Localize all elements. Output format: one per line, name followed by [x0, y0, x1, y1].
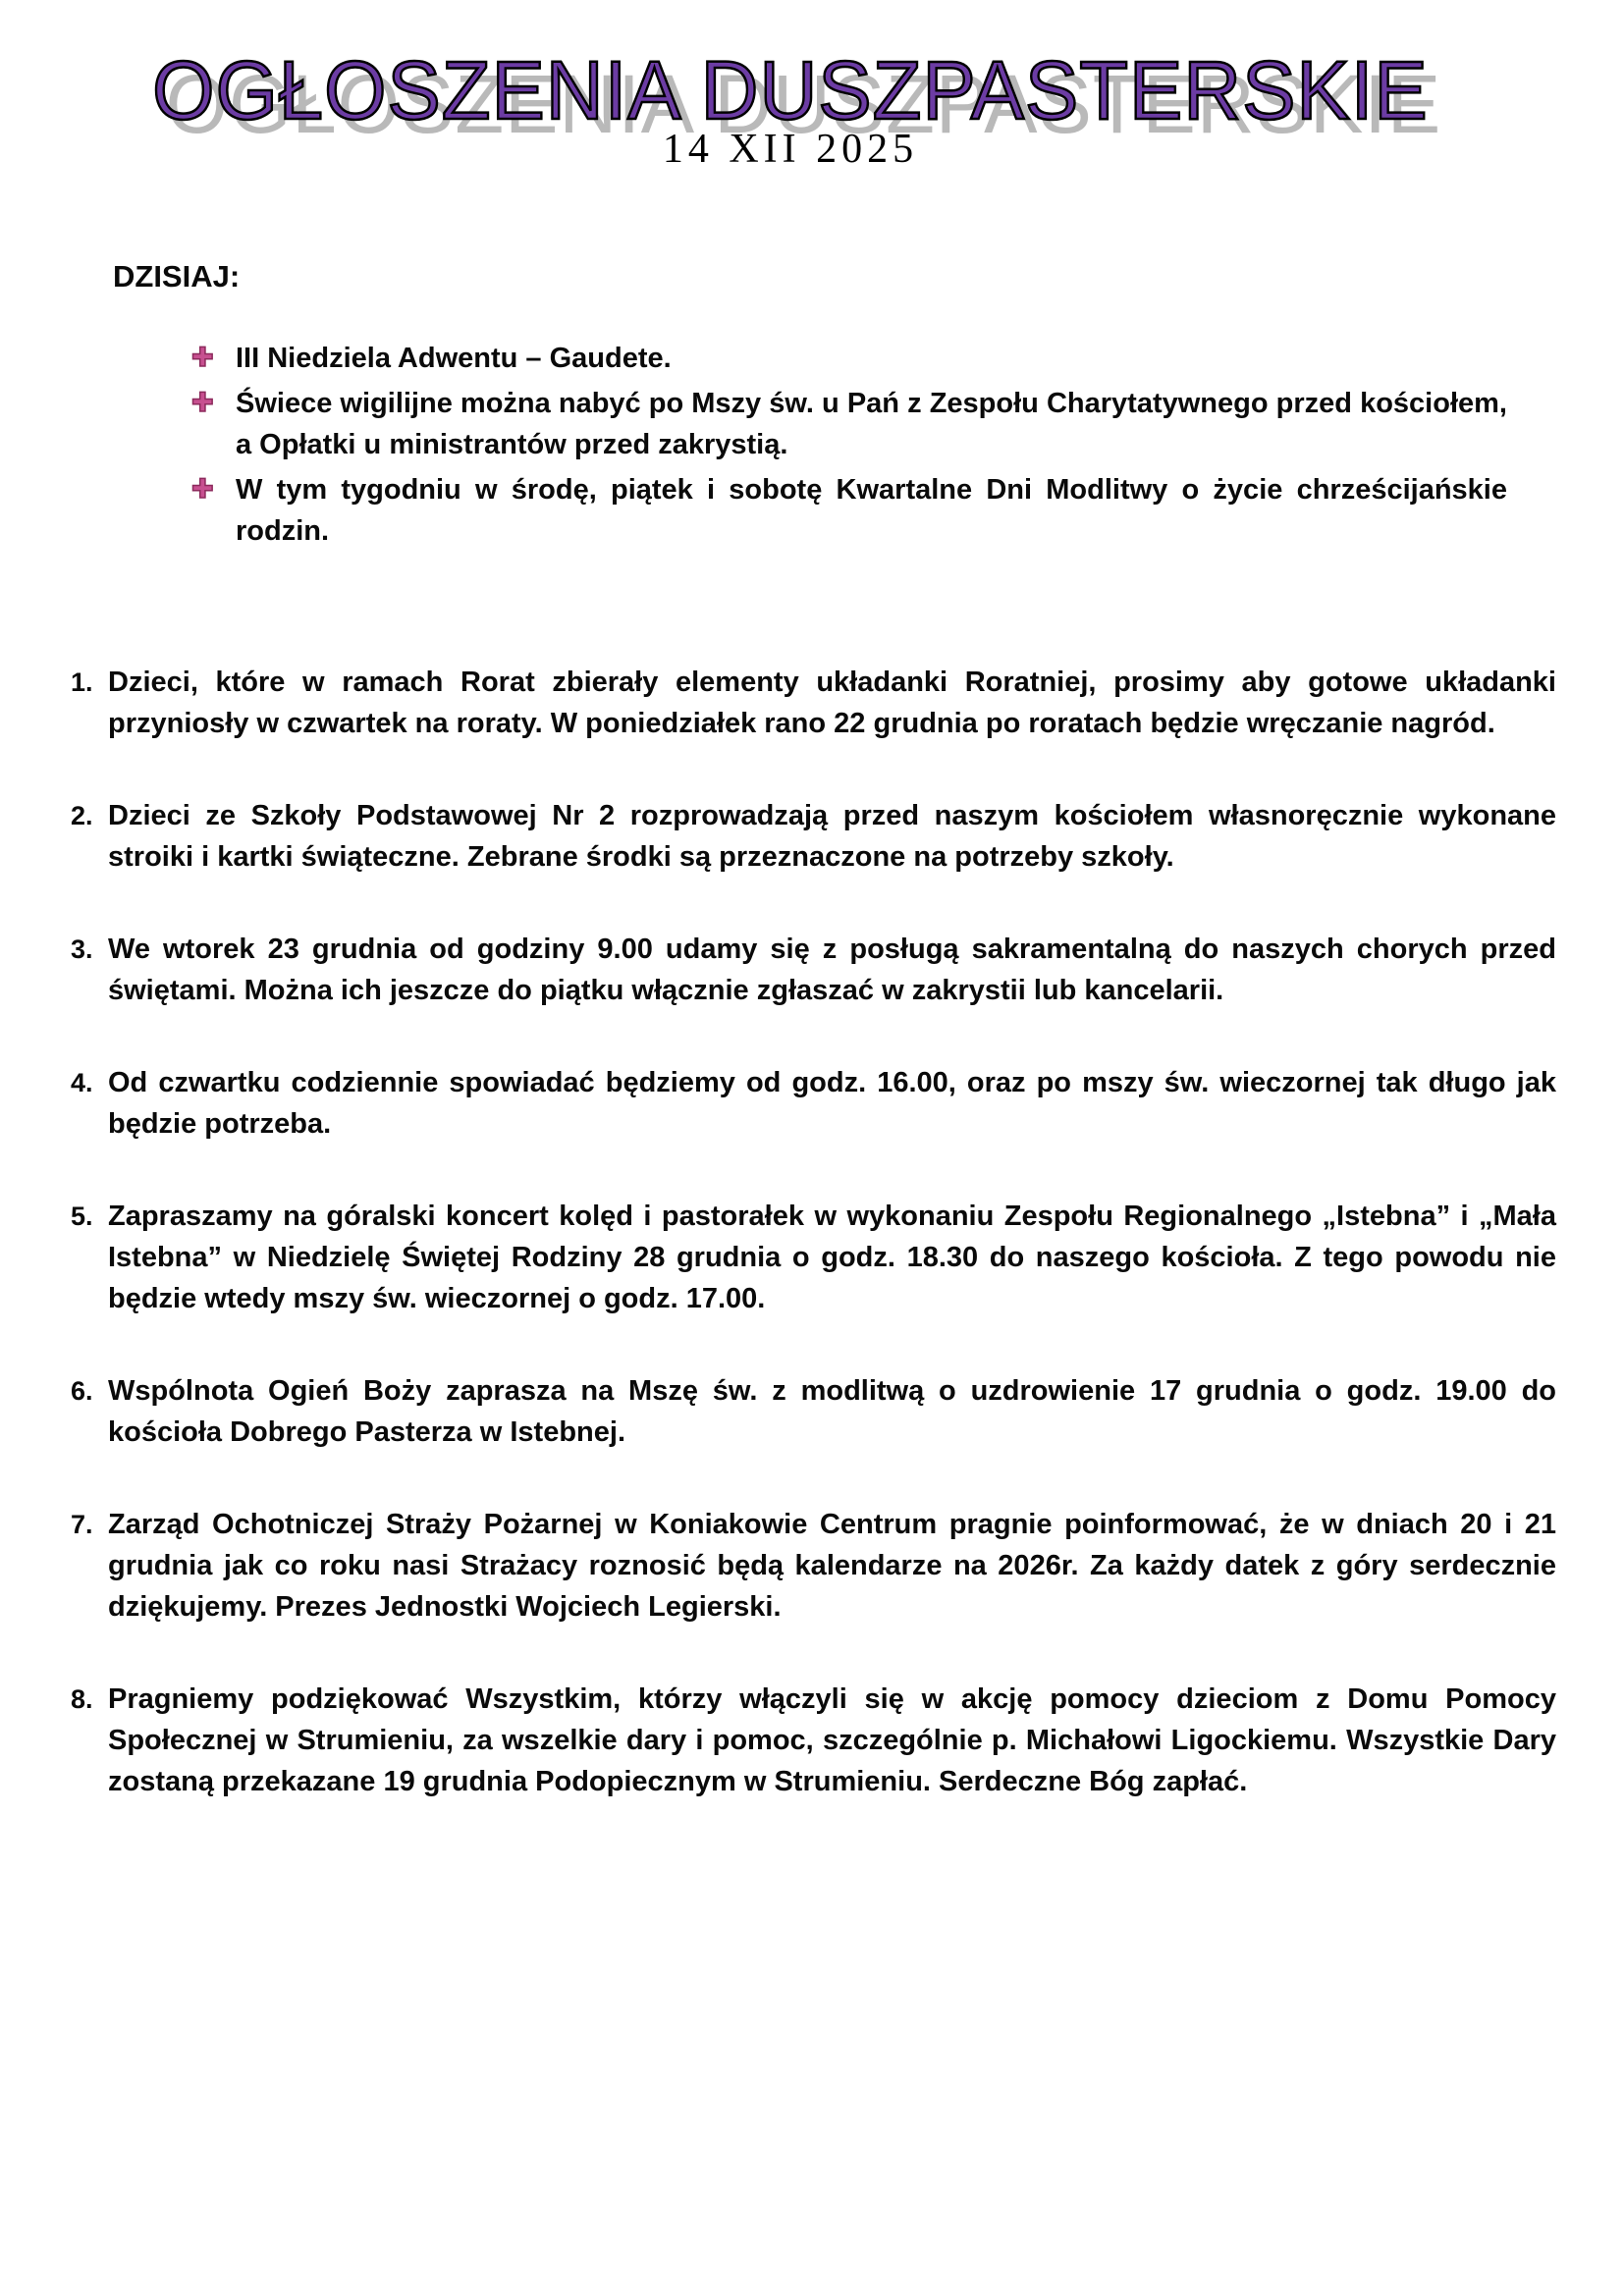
list-item	[0, 1504, 1624, 1628]
announcement-text: Zapraszamy na góralski koncert kolęd i pastorałek w wykonaniu Zespołu Regionalnego „Istebna” i „Mała Istebna” w Niedzielę Świętej Rodziny 28 grudnia o godz. 18.30 do naszego kościoła. Z tego powodu nie będzie wtedy mszy św. wieczornej o godz. 17.00.	[108, 1201, 1556, 1314]
today-item-text: III Niedziela Adwentu – Gaudete.	[236, 343, 672, 374]
today-heading: DZISIAJ:	[113, 259, 241, 294]
announcement-number: 4.	[71, 1068, 93, 1097]
announcement-number: 3.	[71, 934, 93, 964]
document-date: 14 XII 2025	[662, 127, 919, 172]
list-item	[0, 795, 1624, 878]
cross-icon: ✚	[191, 474, 214, 505]
page-title-text: OGŁOSZENIA DUSZPASTERSKIE	[152, 44, 1429, 136]
today-item-text: W tym tygodniu w środę, piątek i sobotę Kwartalne Dni Modlitwy o życie chrześcijańskie rodzin.	[236, 474, 1507, 547]
document-header	[0, 0, 1581, 173]
list-item	[0, 1196, 1624, 1319]
page-title	[0, 0, 1581, 136]
list-item	[0, 469, 1624, 552]
announcement-text: We wtorek 23 grudnia od godziny 9.00 udamy się z posługą sakramentalną do naszych chorych przed świętami. Można ich jeszcze do piątku włącznie zgłaszać w zakrystii lub kancelarii.	[108, 934, 1556, 1006]
list-item	[0, 383, 1624, 465]
announcement-text: Pragniemy podziękować Wszystkim, którzy włączyli się w akcję pomocy dzieciom z Domu Pomocy Społecznej w Strumieniu, za wszelkie dary i pomoc, szczególnie p. Michałowi Ligockiemu. Wszystkie Dary zostaną przekazane 19 grudnia Podopiecznym w Strumieniu. Serdeczne Bóg zapłać.	[108, 1683, 1556, 1797]
announcement-text: Od czwartku codziennie spowiadać będziemy od godz. 16.00, oraz po mszy św. wieczornej tak długo jak będzie potrzeba.	[108, 1067, 1556, 1140]
announcement-number: 1.	[71, 667, 93, 697]
announcement-number: 5.	[71, 1201, 93, 1231]
announcement-text: Dzieci ze Szkoły Podstawowej Nr 2 rozprowadzają przed naszym kościołem własnoręcznie wykonane stroiki i kartki świąteczne. Zebrane środki są przeznaczone na potrzeby szkoły.	[108, 800, 1556, 873]
list-item	[0, 338, 1624, 379]
announcement-number: 7.	[71, 1510, 93, 1539]
cross-icon: ✚	[191, 343, 214, 373]
today-item-text: Świece wigilijne można nabyć po Mszy św. u Pań z Zespołu Charytatywnego przed kościołem, a Opłatki u ministrantów przed zakrystią.	[236, 388, 1507, 460]
list-item	[0, 1679, 1624, 1802]
announcement-text: Zarząd Ochotniczej Straży Pożarnej w Koniakowie Centrum pragnie poinformować, że w dniach 20 i 21 grudnia jak co roku nasi Strażacy roznosić będą kalendarze na 2026r. Za każdy datek z góry serdecznie dziękujemy. Prezes Jednostki Wojciech Legierski.	[108, 1509, 1556, 1623]
announcements-list	[0, 662, 1624, 1802]
list-item	[0, 1062, 1624, 1145]
announcement-text: Wspólnota Ogień Boży zaprasza na Mszę św. z modlitwą o uzdrowienie 17 grudnia o godz. 19.00 do kościoła Dobrego Pasterza w Istebnej.	[108, 1375, 1556, 1448]
announcement-number: 8.	[71, 1684, 93, 1714]
cross-icon: ✚	[191, 388, 214, 418]
today-list	[0, 338, 1624, 552]
list-item	[0, 929, 1624, 1011]
list-item	[0, 1370, 1624, 1453]
announcement-text: Dzieci, które w ramach Rorat zbierały elementy układanki Roratniej, prosimy aby gotowe układanki przyniosły w czwartek na roraty. W poniedziałek rano 22 grudnia po roratach będzie wręczanie nagród.	[108, 667, 1556, 739]
announcement-number: 6.	[71, 1376, 93, 1406]
list-item	[0, 662, 1624, 744]
announcement-number: 2.	[71, 801, 93, 830]
